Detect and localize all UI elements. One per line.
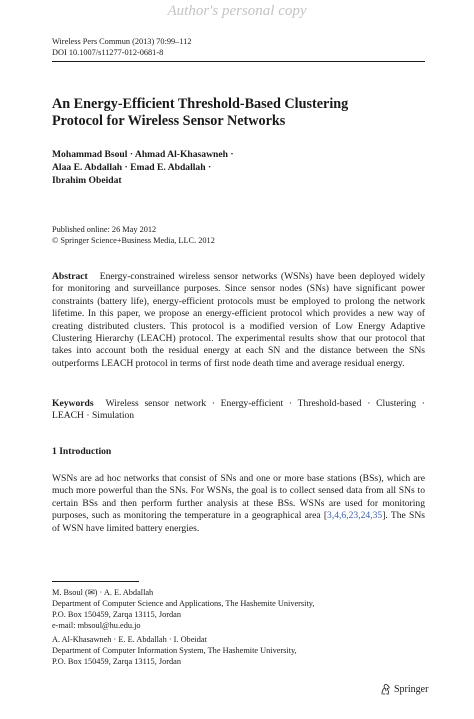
publisher-logo	[380, 683, 428, 695]
keywords	[52, 398, 425, 423]
copyright: © Springer Science+Business Media, LLC. 2012	[52, 236, 215, 245]
introduction-text: WSNs are ad hoc networks that consist of SNs and one or more base stations (BSs), which are much more powerful than the SNs. For WSNs, the goal is to collect sensed data from all SNs to certain BSs and then perform further analysis at these BSs. WSNs are used for monitoring purposes, such as monitoring the temperature in a geographical area [	[52, 473, 425, 522]
header-rule	[52, 61, 425, 62]
abstract-text: Energy-constrained wireless sensor networks (WSNs) have been deployed widely for monitoring and surveillance purposes. Since sensor nodes (SNs) have significant power constraints (battery life), energy-efficient protocols must be employed to prolong the network lifetime. In this paper, we propose an energy-efficient protocol which provides a new way of creating distributed clusters. This protocol is a modified version of Low Energy Adaptive Clustering Hierarchy (LEACH) protocol. The experimental results show that our protocol that takes into account both the residual energy at each SN and the distance between the SNs outperforms LEACH protocol in terms of first node death time and average residual energy.	[52, 271, 425, 369]
author-list	[52, 148, 412, 187]
affiliation-address-2: P.O. Box 150459, Zarqa 13115, Jordan	[52, 657, 181, 666]
introduction-paragraph	[52, 473, 425, 535]
affiliation-block-2	[52, 634, 432, 667]
journal-header	[52, 36, 191, 58]
section-heading-introduction: 1 Introduction	[52, 446, 112, 457]
authors-line-3: Ibrahim Obeidat	[52, 175, 122, 186]
title-line-2: Protocol for Wireless Sensor Networks	[52, 113, 286, 129]
publisher-name: Springer	[394, 683, 429, 695]
title-line-1: An Energy-Efficient Threshold-Based Clustering	[52, 96, 349, 112]
affiliation-names-2: A. Al-Khasawneh · E. E. Abdallah · I. Obeidat	[52, 635, 207, 644]
introduction-text-after: ]. The SNs of WSN have limited battery energies.	[52, 510, 425, 534]
affiliation-address-1: P.O. Box 150459, Zarqa 13115, Jordan	[52, 610, 181, 619]
abstract	[52, 271, 425, 370]
authors-line-1: Mohammad Bsoul · Ahmad Al-Khasawneh ·	[52, 149, 234, 160]
affiliation-dept-2: Department of Computer Information System, The Hashemite University,	[52, 646, 297, 655]
affiliation-block-1	[52, 587, 432, 631]
citation-links[interactable]: 3,4,6,23,24,35	[327, 510, 383, 522]
affiliation-email[interactable]: e-mail: mbsoul@hu.edu.jo	[52, 621, 141, 630]
published-date: Published online: 26 May 2012	[52, 225, 157, 234]
doi: DOI 10.1007/s11277-012-0681-8	[52, 48, 164, 57]
keywords-text: Wireless sensor network · Energy-efficient · Threshold-based · Clustering · LEACH · Simulation	[52, 398, 425, 422]
watermark: Author's personal copy	[167, 3, 307, 19]
affiliation-names-1: M. Bsoul (✉) · A. E. Abdallah	[52, 588, 154, 597]
journal-citation: Wireless Pers Commun (2013) 70:99–112	[52, 37, 192, 46]
paper-title	[52, 96, 422, 130]
affiliation-dept-1: Department of Computer Science and Applications, The Hashemite University,	[52, 599, 315, 608]
footnote-rule	[52, 581, 139, 582]
springer-horse-icon	[380, 683, 391, 695]
keywords-label: Keywords	[52, 398, 94, 409]
publication-info	[52, 224, 215, 246]
authors-line-2: Alaa E. Abdallah · Emad E. Abdallah ·	[52, 162, 212, 173]
abstract-label: Abstract	[52, 271, 88, 282]
